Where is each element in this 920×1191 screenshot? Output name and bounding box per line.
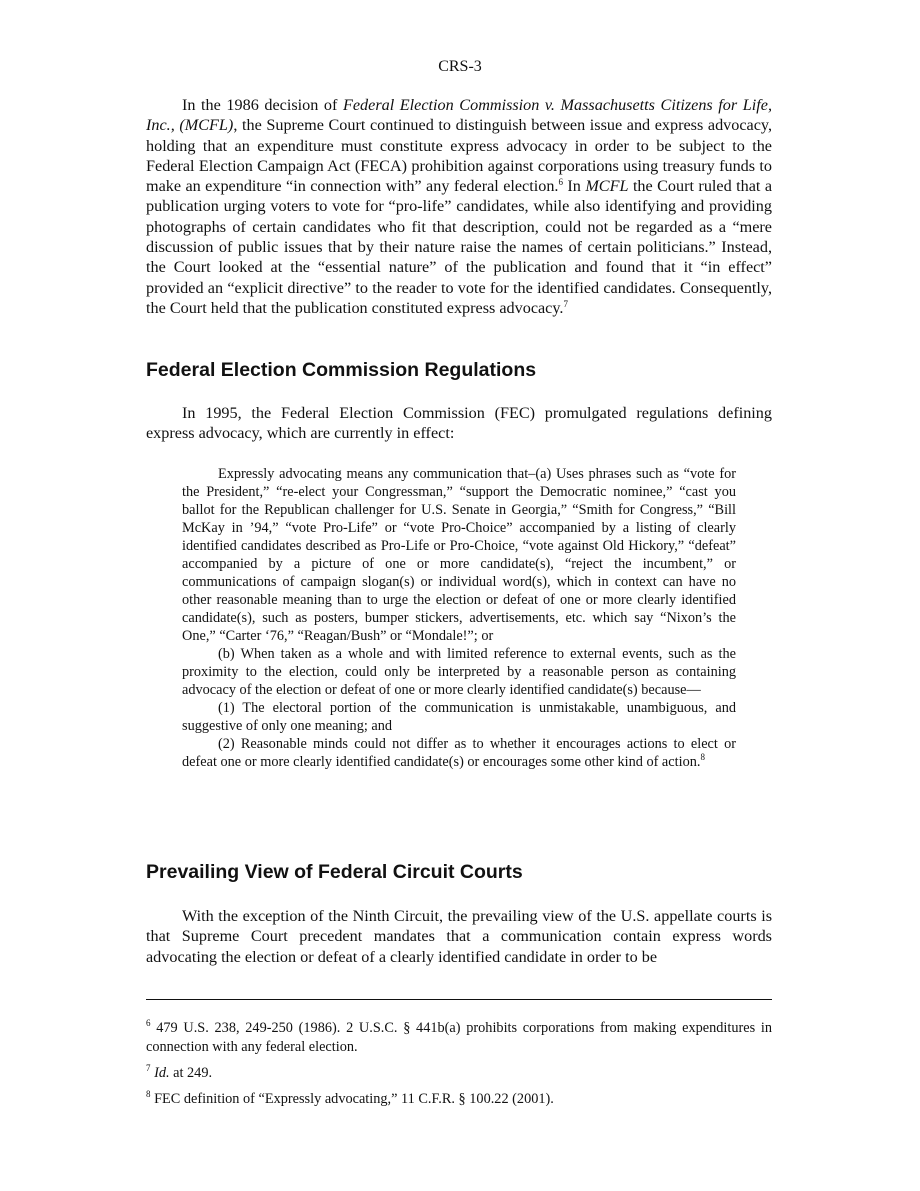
paragraph-circuit-courts: With the exception of the Ninth Circuit, the prevailing view of the U.S. appellate courts is that Supreme Court precedent mandates that a communication contain express words advocating the election or defeat of a clearly identified candidate in order to be — [146, 907, 772, 966]
case-abbrev: MCFL — [585, 177, 629, 196]
footnote-7: $^7$ Id. at 249. — [146, 1063, 213, 1081]
footnote-separator — [146, 999, 772, 1000]
quote-part-2: (2) Reasonable minds could not differ as to whether it encourages actions to elect or defeat one or more clearly identified candidate(s) or encourages some other kind of action.$^8$ — [182, 736, 736, 770]
quote-part-a: Expressly advocating means any communication that–(a) Uses phrases such as “vote for the President,” “re-elect your Congressman,” “support the Democratic nominee,” “cast you ballot for the Republican challenger for U.S. Senate in Georgia,” “Smith for Congress,” “Bill McKay in ’94,” “vote Pro-Life” or “vote Pro-Choice” accompanied by a listing of clearly identified candidates described as Pro-Life or Pro-Choice, “vote against Old Hickory,” “defeat” accompanied by a picture of one or more candidate(s), “reject the incumbent,” or communications of campaign slogan(s) or individual word(s), which in context can have no other reasonable meaning than to urge the election or defeat of one or more clearly identified candidate(s), such as posters, bumper stickers, advertisements, etc. which say “Nixon’s the One,” “Carter ‘76,” “Reagan/Bush” or “Mondale!”; or — [182, 466, 736, 644]
paragraph-fec-intro: In 1995, the Federal Election Commission (FEC) promulgated regulations defining express advocacy, which are currently in effect: — [146, 404, 772, 443]
footnote-8: $^8$ FEC definition of “Expressly advocating,” 11 C.F.R. § 100.22 (2001). — [146, 1089, 554, 1107]
footnote-ref-7[interactable]: 7 — [563, 298, 568, 309]
page-header: CRS-3 — [438, 58, 482, 75]
section-heading-circuit-courts: Prevailing View of Federal Circuit Courts — [146, 861, 523, 883]
case-name: Federal Election Commission v. Massachusetts Citizens for Life, Inc., (MCFL) — [146, 96, 772, 135]
quote-part-b: (b) When taken as a whole and with limited reference to external events, such as the proximity to the election, could only be interpreted by a reasonable person as containing advocacy of the election or defeat of one or more clearly identified candidate(s) because— — [182, 646, 736, 698]
footnotes — [146, 1019, 772, 1116]
block-quote — [182, 465, 736, 771]
quote-part-1: (1) The electoral portion of the communication is unmistakable, unambiguous, and suggestive of only one meaning; and — [182, 700, 736, 734]
section-heading-fec-regulations: Federal Election Commission Regulations — [146, 359, 537, 381]
paragraph-mcfl: In the 1986 decision of Federal Election Commission v. Massachusetts Citizens for Life, Inc., (MCFL), the Supreme Court continued to distinguish between issue and express advocacy, holding that an expenditure must constitute express advocacy in order to be subject to the Federal Election Campaign Act (FECA) prohibition against corporations using treasury funds to make an expenditure “in connection with” any federal election.$^6$ In MCFL the Court ruled that a publication urging voters to vote for “pro-life” candidates, while also identifying and providing photographs of certain candidates who fit that description, could not be regarded as a “mere discussion of public issues that by their nature raise the names of certain politicians.” Instead, the Court looked at the “essential nature” of the publication and found that it “in effect” provided an “explicit directive” to the reader to vote for the identified candidates. Consequently, the Court held that the publication constituted express advocacy.$^7$ — [146, 96, 773, 317]
footnote-ref-8[interactable]: 8 — [700, 752, 705, 762]
footnote-6: $^6$ 479 U.S. 238, 249-250 (1986). 2 U.S.C. § 441b(a) prohibits corporations from making expenditures in connection with any federal election. — [146, 1018, 772, 1055]
footnote-ref-6[interactable]: 6 — [558, 177, 563, 188]
